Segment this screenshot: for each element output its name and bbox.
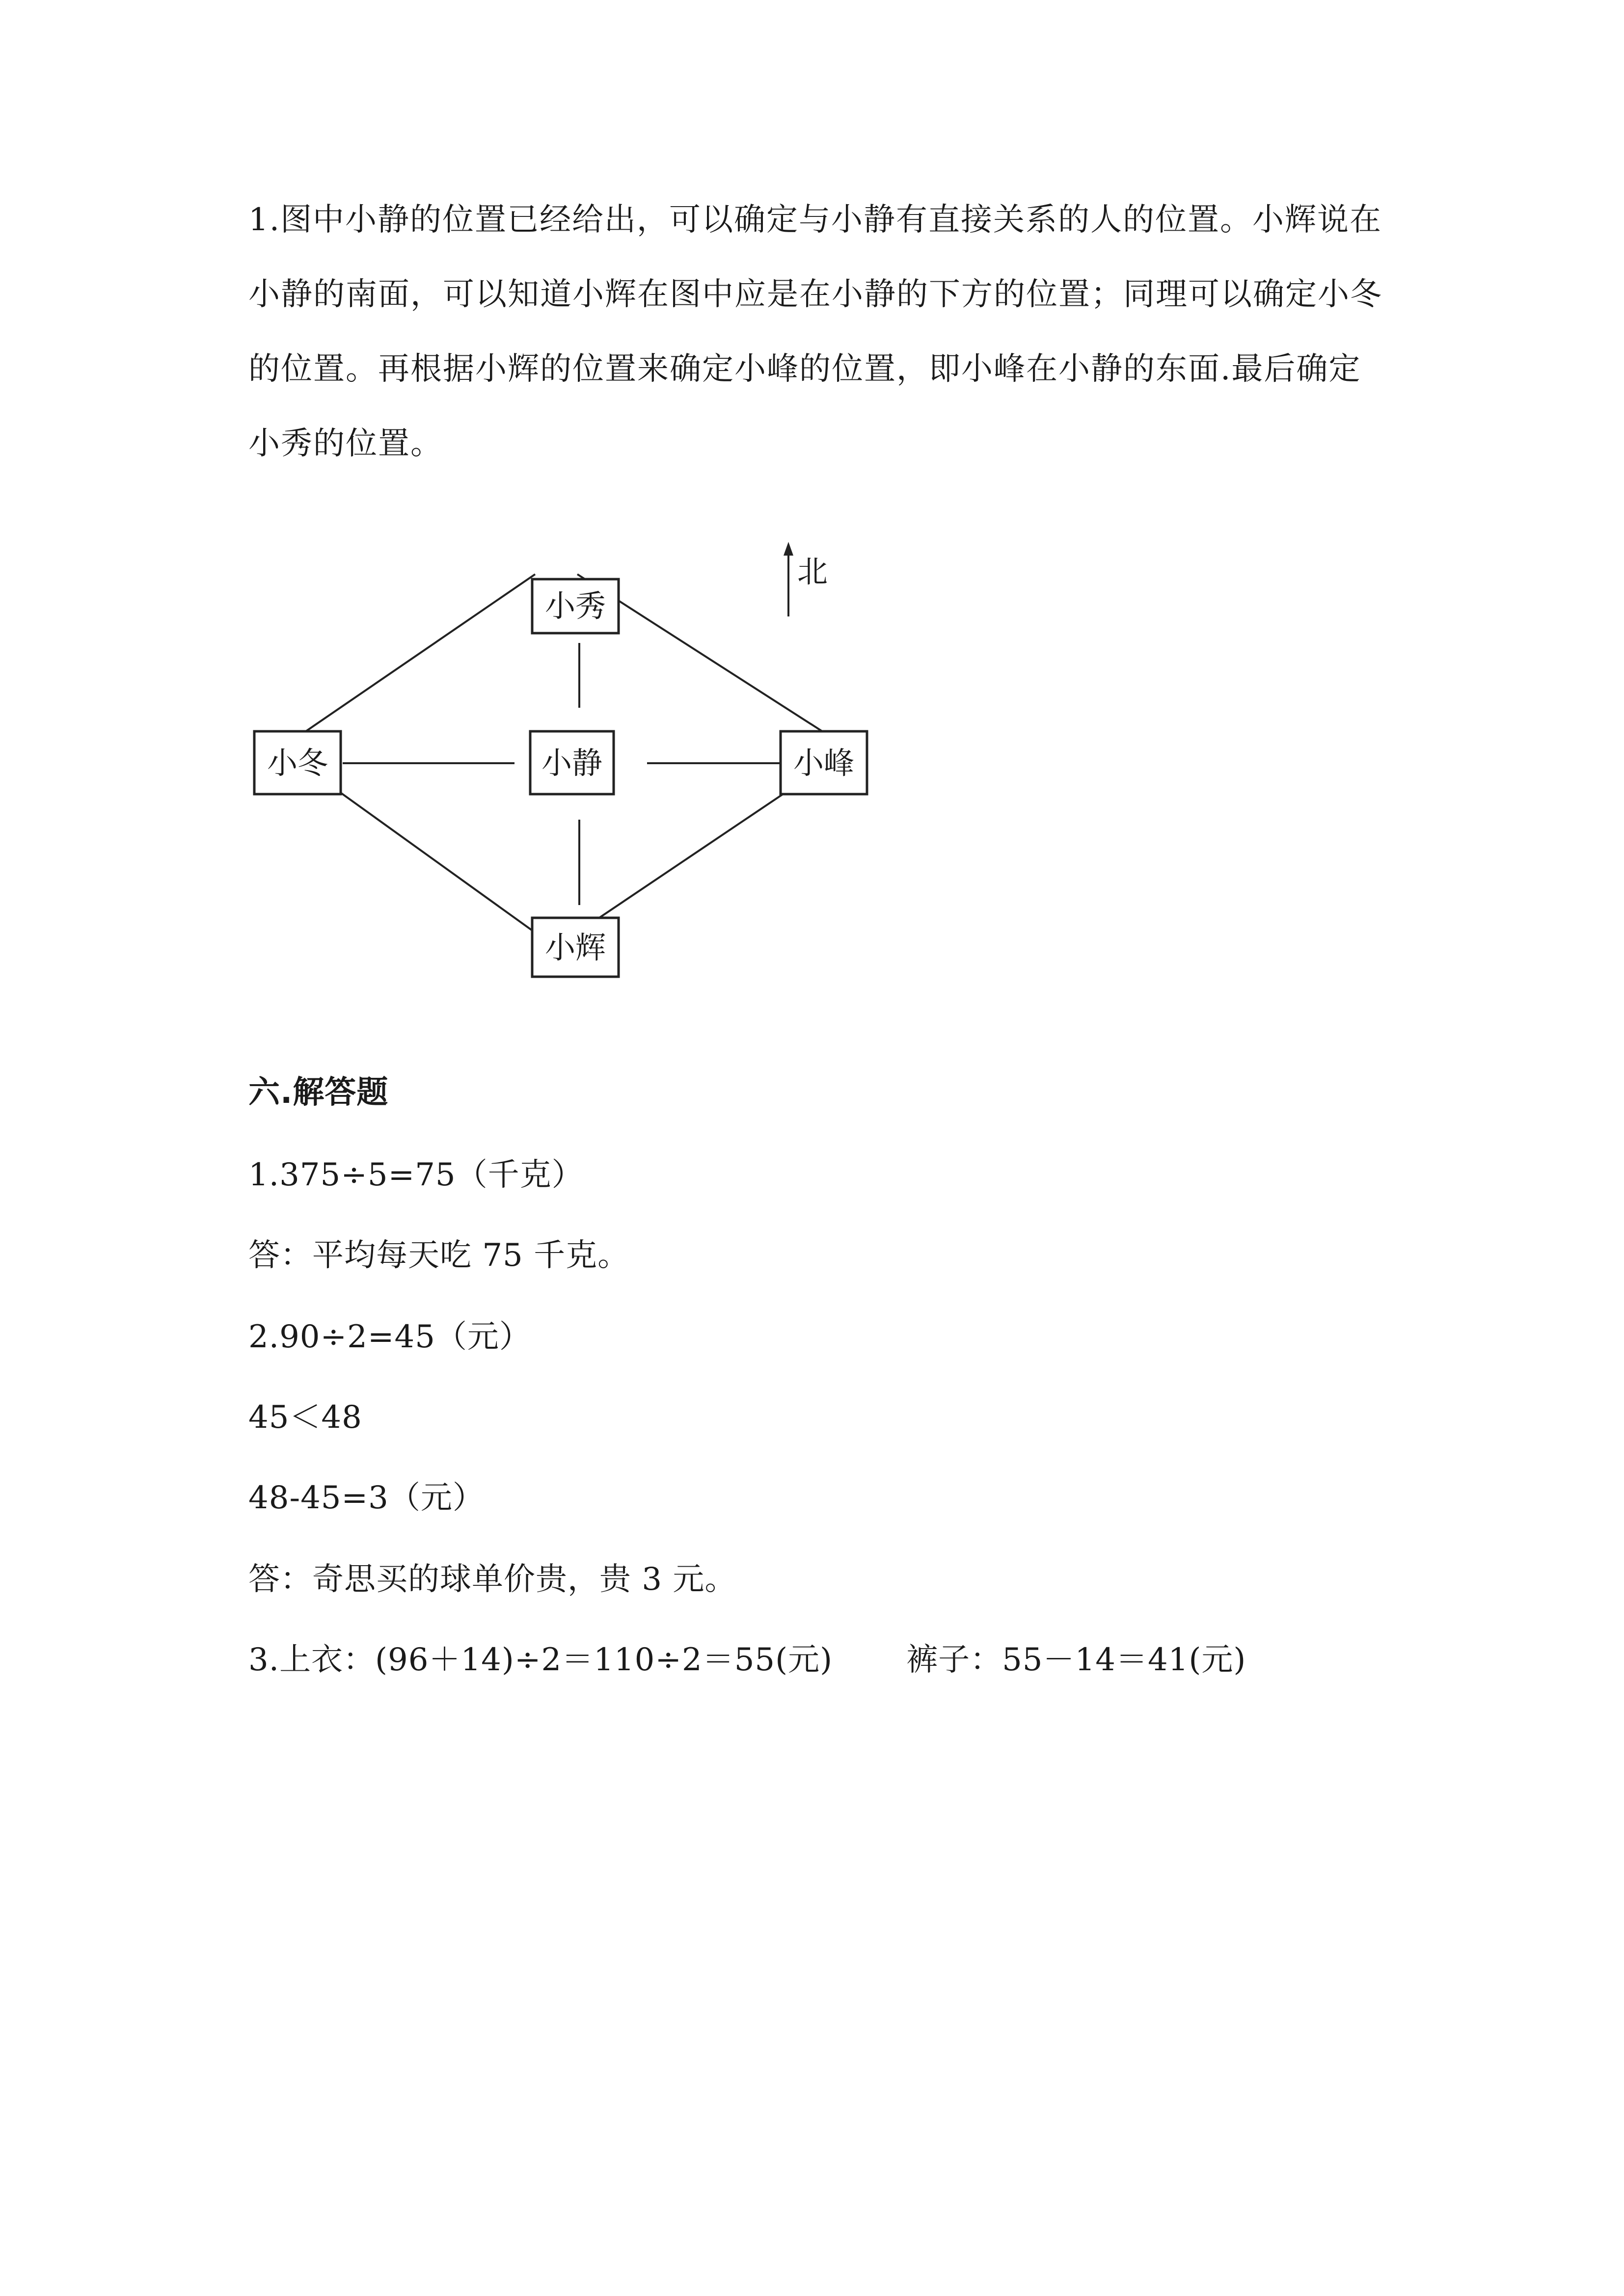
- north-label: 北: [797, 554, 828, 589]
- answer-line-3: 2.90÷2=45（元）: [248, 1319, 531, 1355]
- edge-top-left: [304, 574, 535, 732]
- node-center: [530, 731, 614, 794]
- node-center-label: 小静: [541, 745, 603, 781]
- node-bottom-label: 小辉: [544, 930, 606, 965]
- answer-line-4: 45＜48: [248, 1399, 362, 1436]
- position-diagram: [245, 530, 884, 991]
- answer-line-7: [248, 1640, 1246, 1680]
- node-bottom: [532, 918, 619, 977]
- answer-line-1: 1.375÷5=75（千克）: [248, 1157, 584, 1193]
- north-arrow-head: [784, 542, 793, 556]
- node-top-label: 小秀: [544, 588, 606, 624]
- answer-line-6: 答：奇思买的球单价贵，贵 3 元。: [248, 1561, 737, 1598]
- node-right-label: 小峰: [793, 745, 855, 781]
- node-right: [781, 731, 867, 794]
- q3-pants-text: 裤子：55－14＝41(元): [906, 1642, 1246, 1678]
- node-top: [532, 579, 619, 633]
- answer-line-5: 48-45=3（元）: [248, 1480, 485, 1516]
- section-title: 六.解答题: [248, 1074, 389, 1111]
- node-left: [254, 731, 341, 794]
- node-left-label: 小冬: [267, 745, 328, 781]
- position-diagram-svg: [245, 530, 884, 991]
- explanation-paragraph: 1.图中小静的位置已经给出，可以确定与小静有直接关系的人的位置。小辉说在小静的南面，可以知道小辉在图中应是在小静的下方的位置；同理可以确定小冬的位置。再根据小辉的位置来确定小峰的位置，即小峰在小静的东面.最后确定小秀的位置。: [248, 202, 1382, 462]
- answer-line-2: 答：平均每天吃 75 千克。: [248, 1237, 630, 1274]
- q3-jacket-text: 3.上衣：(96＋14)÷2＝110÷2＝55(元): [248, 1642, 833, 1678]
